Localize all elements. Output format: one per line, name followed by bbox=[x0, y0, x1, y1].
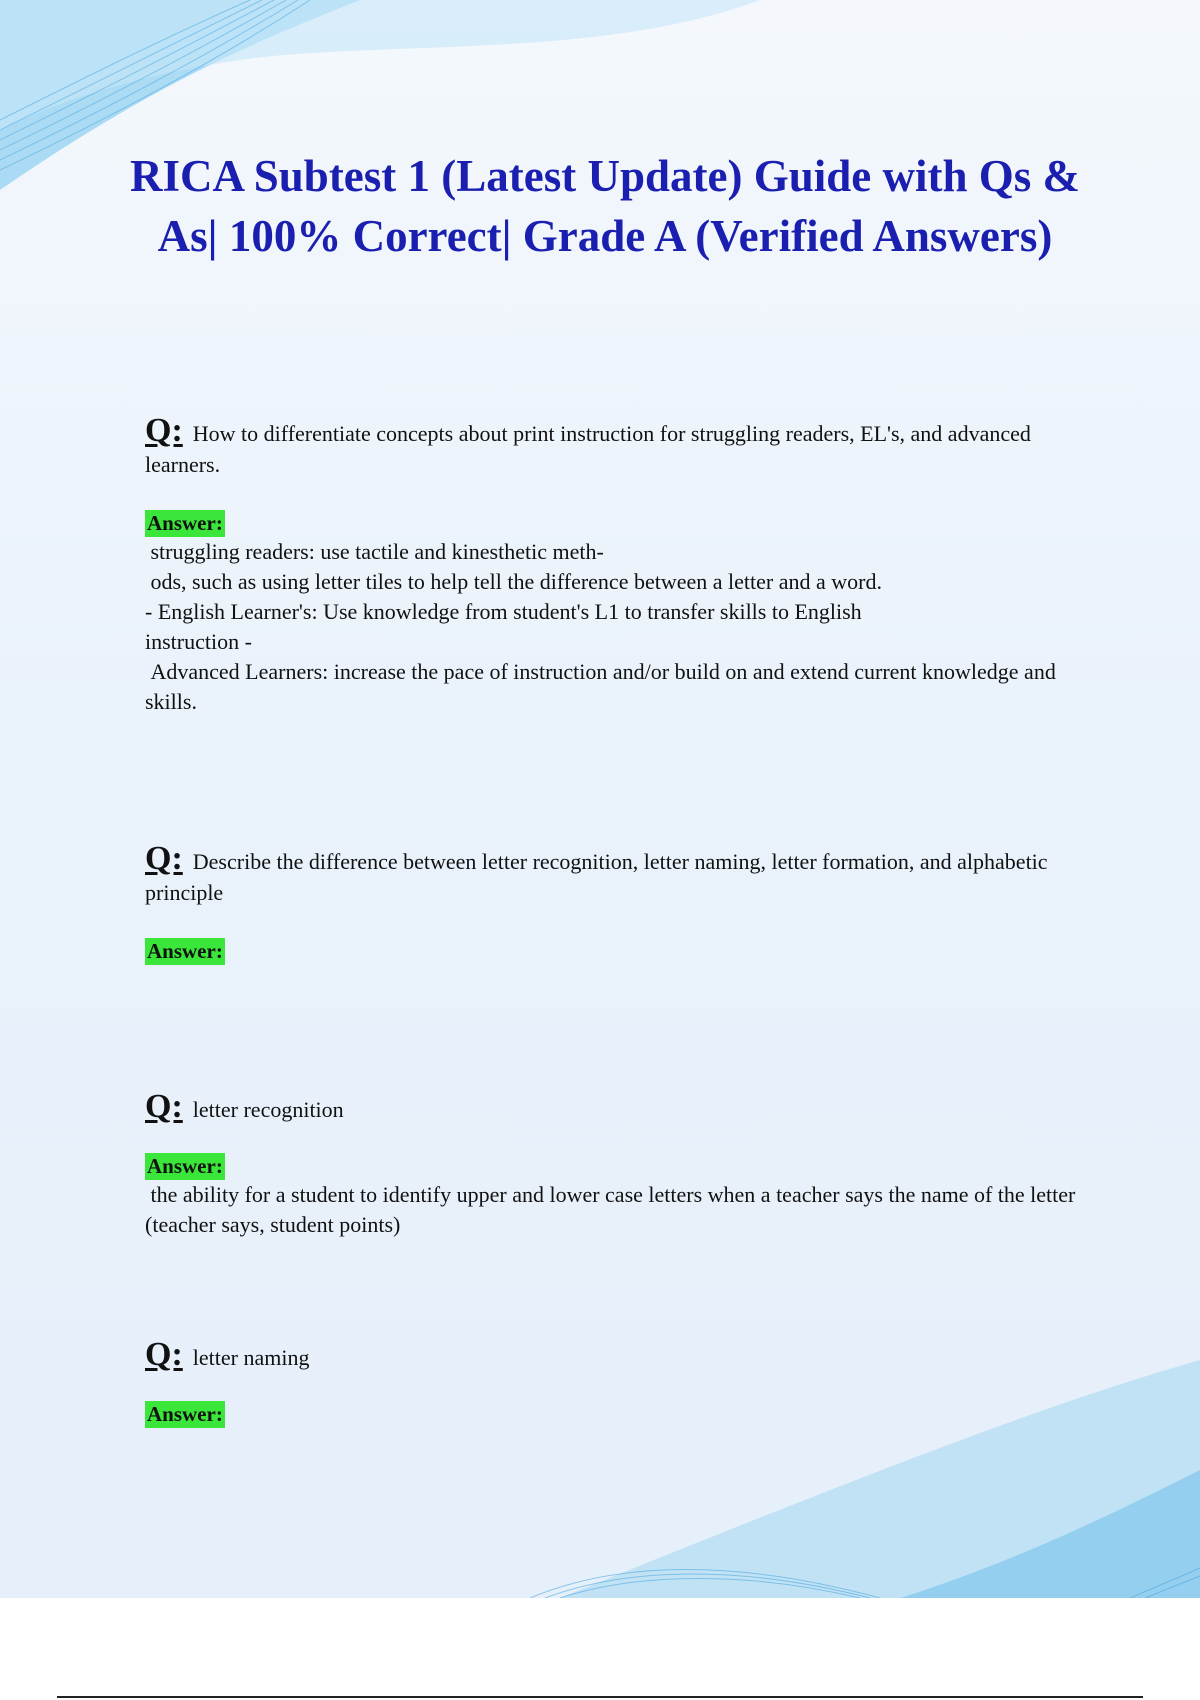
question-label: Q: bbox=[145, 1088, 183, 1125]
document-title: RICA Subtest 1 (Latest Update) Guide with Qs & As| 100% Correct| Grade A (Verified Answers) bbox=[129, 151, 1081, 261]
answer-line: - English Learner's: Use knowledge from student's L1 to transfer skills to English bbox=[145, 599, 862, 624]
footer-divider bbox=[57, 1696, 1143, 1698]
question-text: Describe the difference between letter recognition, letter naming, letter formation, and alphabetic principle bbox=[145, 849, 1048, 905]
question-line bbox=[145, 1336, 1085, 1373]
qa-item bbox=[145, 412, 1085, 717]
question-line bbox=[145, 412, 1085, 480]
answer-line: struggling readers: use tactile and kinesthetic meth- bbox=[145, 539, 604, 564]
answer-line: ods, such as using letter tiles to help tell the difference between a letter and a word. bbox=[145, 569, 882, 594]
answer-label: Answer: bbox=[147, 1402, 223, 1426]
qa-item bbox=[145, 1336, 1085, 1428]
question-line bbox=[145, 840, 1085, 908]
question-text: letter naming bbox=[192, 1345, 310, 1370]
question-label: Q: bbox=[145, 840, 183, 877]
question-label: Q: bbox=[145, 1336, 183, 1373]
answer-line: Advanced Learners: increase the pace of instruction and/or build on and extend current knowledge and skills. bbox=[145, 659, 1062, 714]
question-text: letter recognition bbox=[192, 1097, 344, 1122]
qa-item bbox=[145, 1088, 1085, 1240]
question-label: Q: bbox=[145, 412, 183, 449]
answer-line: instruction - bbox=[145, 629, 252, 654]
question-text: How to differentiate concepts about print instruction for struggling readers, EL's, and advanced learners. bbox=[145, 421, 1031, 477]
answer-label: Answer: bbox=[147, 939, 223, 963]
answer-label: Answer: bbox=[147, 1154, 223, 1178]
answer-label: Answer: bbox=[147, 511, 223, 535]
qa-item bbox=[145, 840, 1085, 965]
question-line bbox=[145, 1088, 1085, 1125]
answer-line: the ability for a student to identify upper and lower case letters when a teacher says the name of the letter (teacher says, student points) bbox=[145, 1182, 1081, 1237]
